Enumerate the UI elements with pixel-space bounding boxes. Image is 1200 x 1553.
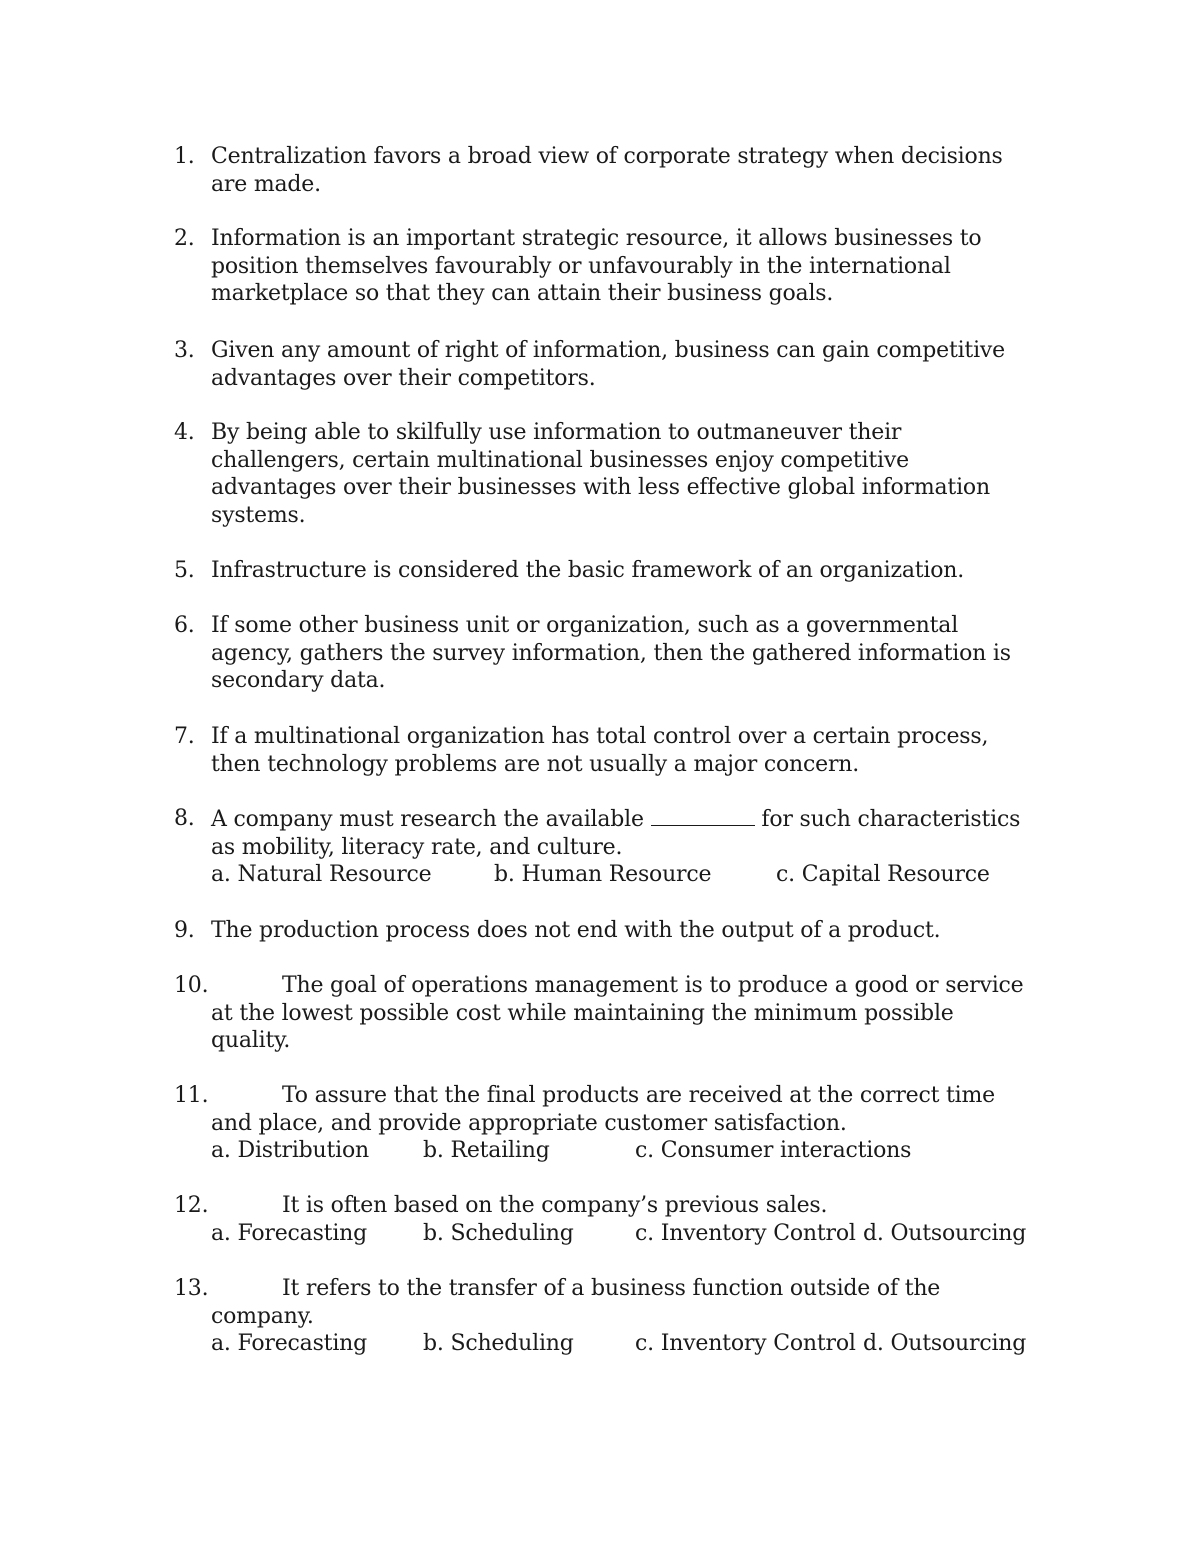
question-text-line: as mobility, literacy rate, and culture. xyxy=(211,834,623,860)
answer-choices xyxy=(211,861,1074,889)
question-number: 4. xyxy=(174,420,195,445)
answer-choices xyxy=(211,1330,1074,1358)
choice-a: a. Natural Resource xyxy=(211,862,432,887)
choice-b: b. Retailing xyxy=(423,1138,550,1163)
question-text-line: Centralization favors a broad view of corporate strategy when decisions xyxy=(211,144,1003,169)
choice-c: c. Inventory Control xyxy=(635,1331,856,1356)
question-text-line: company. xyxy=(211,1303,314,1329)
question-text-line: By being able to skilfully use information to outmaneuver their xyxy=(211,420,902,445)
choice-b: b. Scheduling xyxy=(423,1331,574,1356)
question-number: 2. xyxy=(174,226,195,251)
question-text-line: at the lowest possible cost while maintaining the minimum possible xyxy=(211,1000,954,1026)
question-text-line: If a multinational organization has total control over a certain process, xyxy=(211,724,989,749)
question-number: 7. xyxy=(174,724,195,749)
question-12 xyxy=(174,1192,1074,1248)
question-text-line: and place, and provide appropriate customer satisfaction. xyxy=(211,1110,847,1136)
question-8 xyxy=(174,805,1074,889)
question-9 xyxy=(174,917,1074,945)
question-number: 13. xyxy=(174,1276,209,1301)
choice-a: a. Distribution xyxy=(211,1138,370,1163)
choice-b: b. Human Resource xyxy=(494,862,712,887)
question-number: 8. xyxy=(174,806,195,831)
question-text-line: position themselves favourably or unfavourably in the international xyxy=(211,253,951,279)
question-text-line: secondary data. xyxy=(211,668,386,693)
choice-c: c. Inventory Control xyxy=(635,1220,856,1246)
choice-b: b. Scheduling xyxy=(423,1220,574,1246)
answer-blank xyxy=(651,805,755,826)
question-text-line: marketplace so that they can attain their business goals. xyxy=(211,281,834,306)
choice-c: c. Capital Resource xyxy=(776,862,990,887)
question-text-line: The goal of operations management is to produce a good or service xyxy=(282,973,1024,998)
question-3 xyxy=(174,337,1074,392)
question-6 xyxy=(174,612,1074,695)
question-text-line: It is often based on the company’s previous sales. xyxy=(282,1193,828,1218)
question-number: 6. xyxy=(174,613,195,638)
question-10 xyxy=(174,972,1074,1055)
question-number: 10. xyxy=(174,973,209,998)
question-number: 11. xyxy=(174,1083,209,1108)
question-number: 1. xyxy=(174,144,195,169)
choice-a: a. Forecasting xyxy=(211,1220,368,1246)
answer-choices xyxy=(211,1220,1074,1248)
question-text-line: The production process does not end with the output of a product. xyxy=(211,918,941,943)
question-text-line: To assure that the final products are received at the correct time xyxy=(282,1083,996,1108)
question-11 xyxy=(174,1082,1074,1165)
question-text-line: advantages over their competitors. xyxy=(211,365,596,391)
question-13 xyxy=(174,1275,1074,1358)
question-number: 5. xyxy=(174,558,195,583)
question-text-segment: for such characteristics xyxy=(754,807,1021,832)
question-2 xyxy=(174,225,1074,308)
question-text-line: challengers, certain multinational businesses enjoy competitive xyxy=(211,447,909,473)
question-text-line: advantages over their businesses with less effective global information xyxy=(211,475,990,500)
question-5 xyxy=(174,557,1074,585)
question-text-segment: A company must research the available xyxy=(211,807,651,832)
question-text-line: quality. xyxy=(211,1028,291,1053)
question-text-line: agency, gathers the survey information, then the gathered information is xyxy=(211,640,1011,666)
question-number: 9. xyxy=(174,918,195,943)
question-number: 12. xyxy=(174,1193,209,1218)
question-text-line: are made. xyxy=(211,171,321,197)
question-4 xyxy=(174,419,1074,529)
choice-c: c. Consumer interactions xyxy=(635,1138,912,1163)
question-text-line: Given any amount of right of information, business can gain competitive xyxy=(211,338,1005,363)
question-text-line: systems. xyxy=(211,502,306,528)
question-text-line: Infrastructure is considered the basic framework of an organization. xyxy=(211,558,965,583)
choice-d: d. Outsourcing xyxy=(863,1331,1027,1356)
question-text-line: It refers to the transfer of a business function outside of the xyxy=(282,1276,941,1301)
question-1 xyxy=(174,143,1074,198)
question-text-line-with-blank xyxy=(211,805,1074,834)
question-number: 3. xyxy=(174,338,195,363)
answer-choices xyxy=(211,1137,1074,1165)
choice-d: d. Outsourcing xyxy=(863,1220,1027,1246)
question-text-line: then technology problems are not usually a major concern. xyxy=(211,751,860,777)
choice-a: a. Forecasting xyxy=(211,1331,368,1356)
question-text-line: If some other business unit or organization, such as a governmental xyxy=(211,613,959,638)
question-text-line: Information is an important strategic resource, it allows businesses to xyxy=(211,226,982,251)
question-7 xyxy=(174,723,1074,778)
